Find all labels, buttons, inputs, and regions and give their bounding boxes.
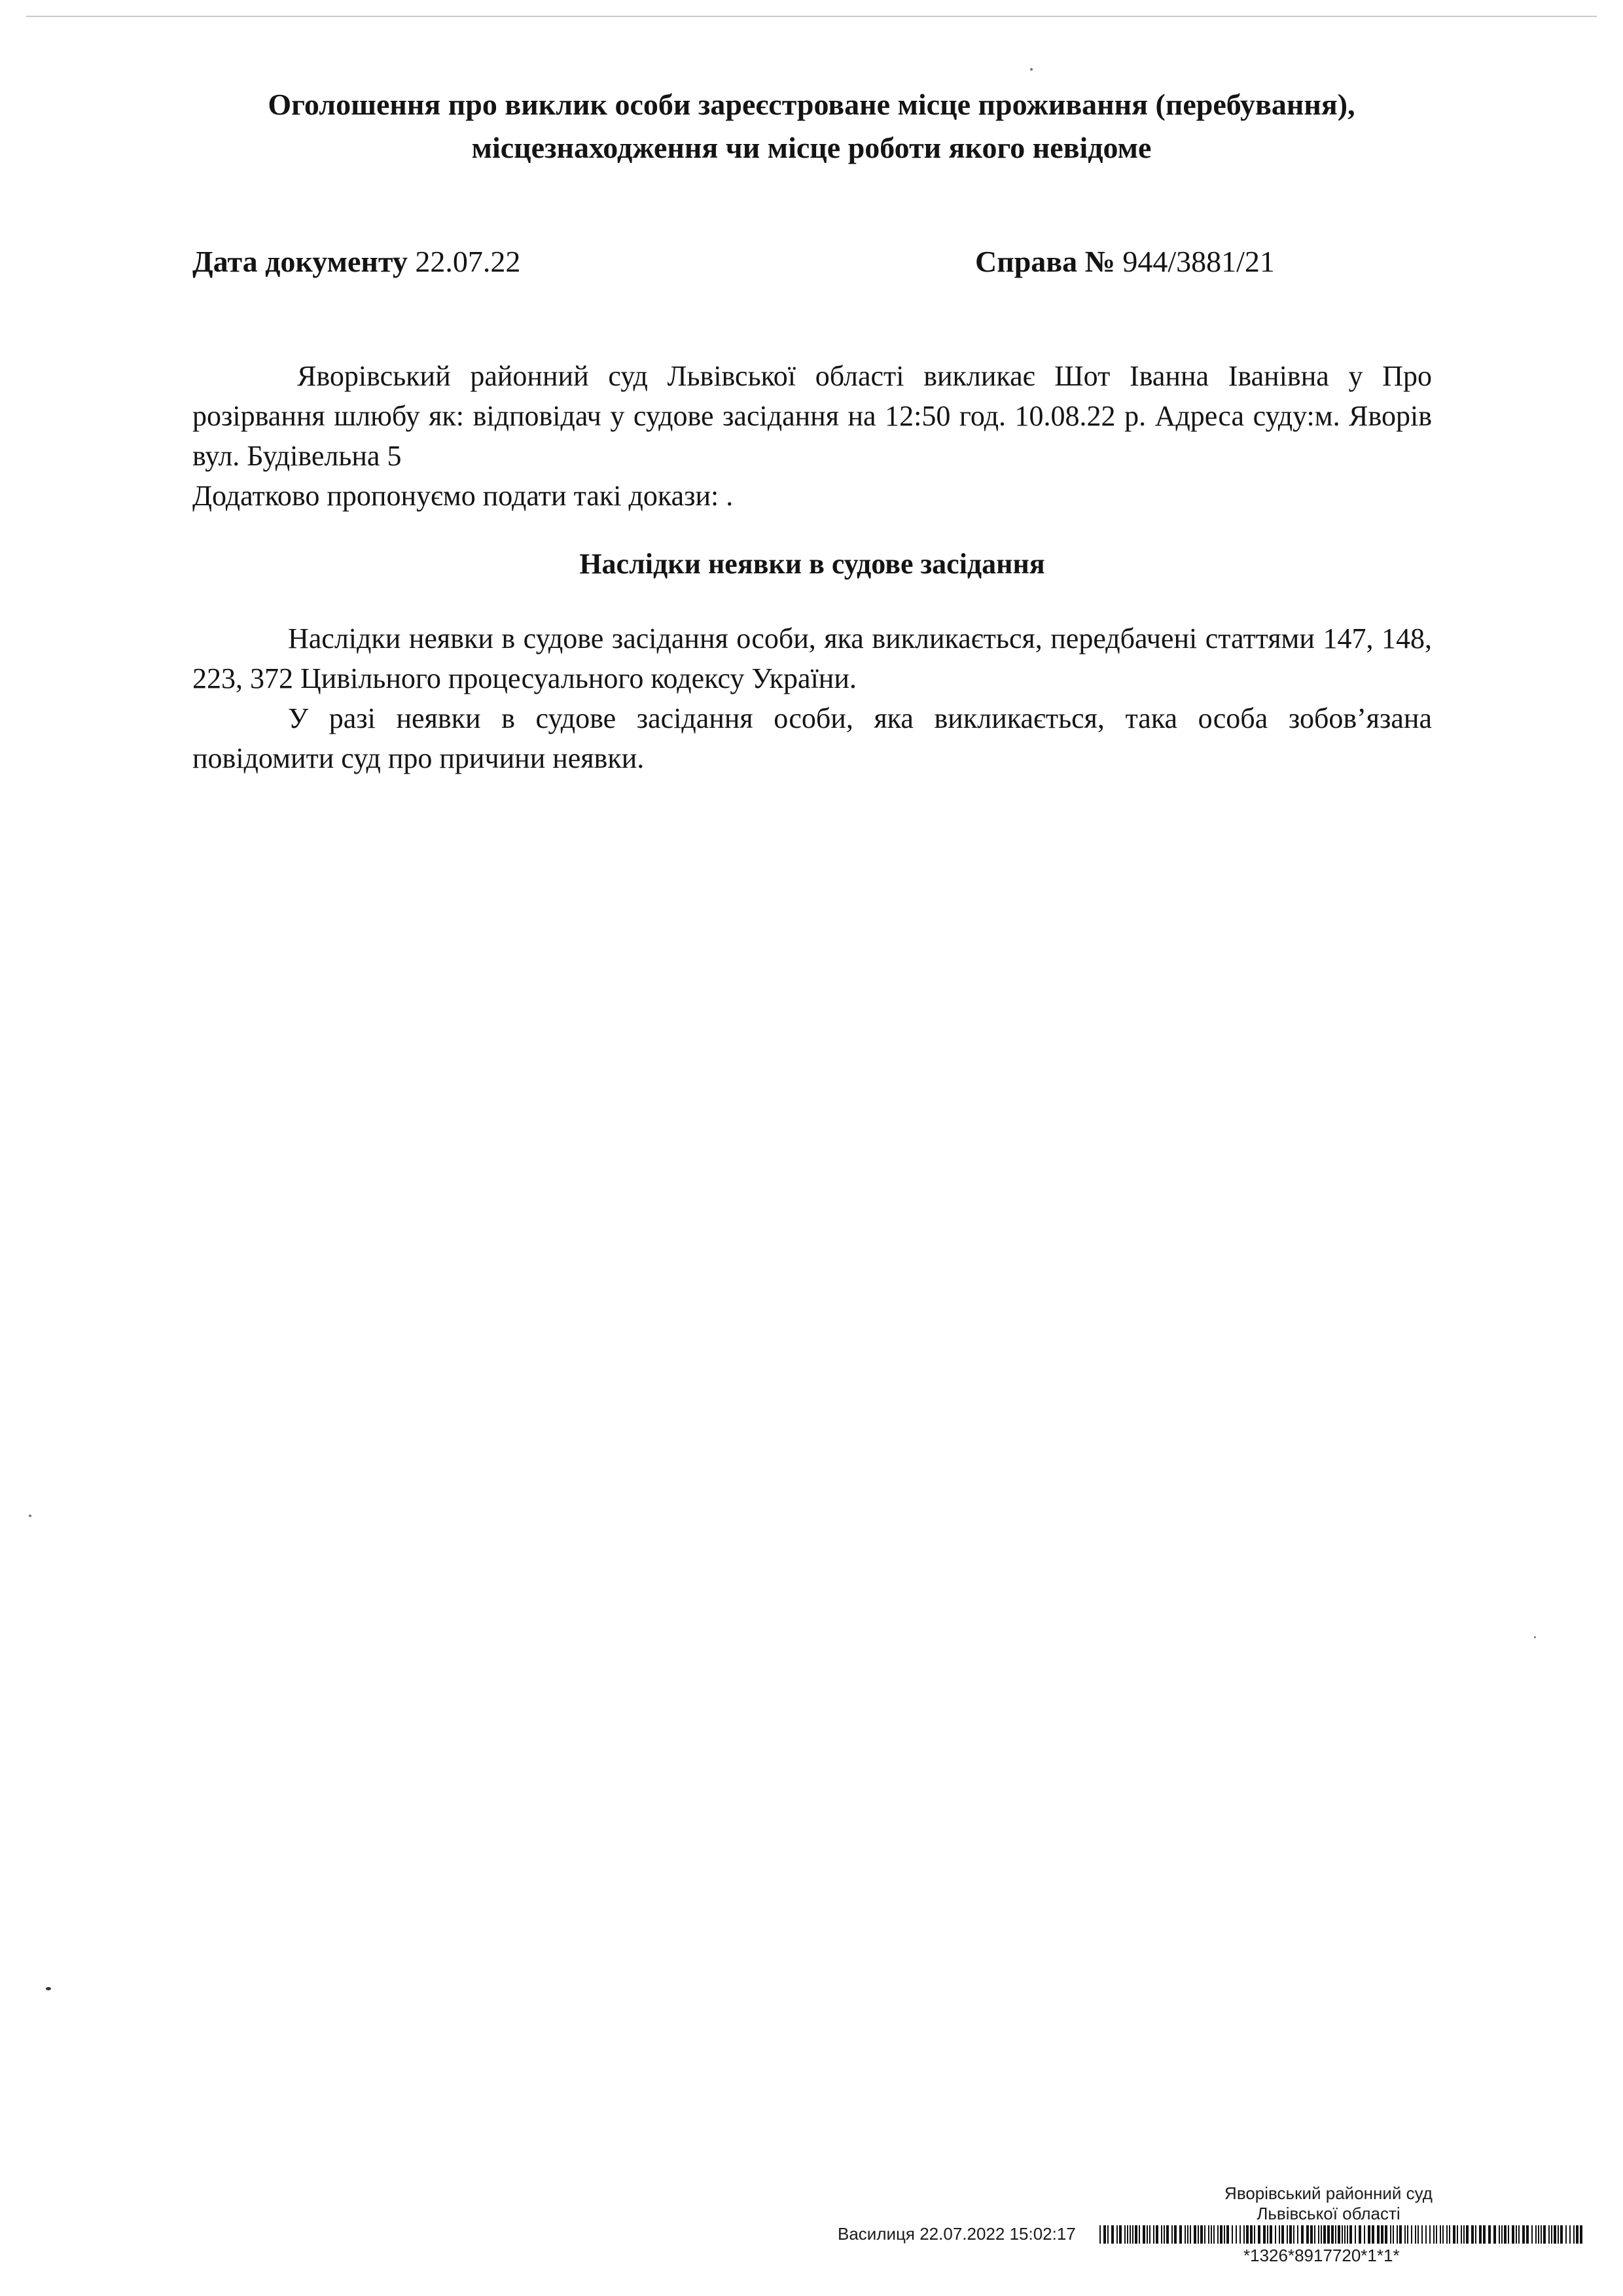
barcode-bar (1211, 2225, 1212, 2244)
barcode-bar (1116, 2225, 1118, 2244)
barcode-bar (1565, 2225, 1567, 2244)
barcode-bar (1344, 2225, 1346, 2244)
barcode-bar (1548, 2225, 1550, 2244)
barcode-bar (1569, 2225, 1571, 2244)
barcode-bar (1279, 2225, 1280, 2244)
barcode-bar (1164, 2225, 1165, 2244)
scan-speck (46, 1987, 51, 1990)
scan-speck (1534, 1636, 1536, 1638)
barcode-bar (1425, 2225, 1427, 2244)
barcode-bar (1355, 2225, 1356, 2244)
barcode-bar (1535, 2225, 1537, 2244)
barcode-bar (1390, 2225, 1391, 2244)
case-number-label: Справа № (975, 245, 1115, 278)
barcode-bar (1270, 2225, 1272, 2244)
barcode-bar (1119, 2225, 1122, 2244)
barcode-bar (1250, 2225, 1253, 2244)
obligation-paragraph (192, 698, 1432, 778)
barcode-bar (1385, 2225, 1387, 2244)
barcode-bar (1246, 2225, 1249, 2244)
barcode-bar (1258, 2225, 1260, 2244)
barcode-bar (1127, 2225, 1128, 2244)
barcode-bar (1190, 2225, 1191, 2244)
barcode-bar (1512, 2225, 1514, 2244)
barcode-bar (1135, 2225, 1137, 2244)
barcode-bar (1411, 2225, 1412, 2244)
barcode-bar (1156, 2225, 1158, 2244)
barcode-bar (1404, 2225, 1406, 2244)
title-line-2: місцезнаходження чи місце роботи якого невідоме (471, 131, 1152, 164)
barcode-bar (1442, 2225, 1444, 2244)
barcode-bar (1543, 2225, 1546, 2244)
barcode-caption: *1326*8917720*1*1* (1243, 2246, 1400, 2265)
barcode-bar (1107, 2225, 1109, 2244)
barcode-bar (1174, 2225, 1177, 2244)
barcode-bar (1323, 2225, 1326, 2244)
obligation-text: У разі неявки в судове засідання особи, яка викликається, така особа зобов’язана повідомити суд про причини неявки. (192, 702, 1432, 774)
barcode-bar (1453, 2225, 1455, 2244)
barcode-bar (1463, 2225, 1465, 2244)
barcode-bar (1538, 2225, 1539, 2244)
barcode-bar (1338, 2225, 1340, 2244)
barcode-bar (1368, 2225, 1370, 2244)
barcode-bar (1103, 2225, 1106, 2244)
barcode-bar (1446, 2225, 1448, 2244)
barcode-bar (1461, 2225, 1462, 2244)
document-date (192, 243, 520, 280)
barcode-bar (1213, 2225, 1215, 2244)
barcode-bar (1224, 2225, 1225, 2244)
scan-speck (29, 1515, 31, 1517)
barcode-bar (1187, 2225, 1188, 2244)
barcode-bar (1331, 2225, 1334, 2244)
barcode-bar (1194, 2225, 1196, 2244)
barcode-bar (1573, 2225, 1575, 2244)
barcode-bar (1415, 2225, 1416, 2244)
barcode-bar (1254, 2225, 1255, 2244)
barcode-bar (1236, 2225, 1237, 2244)
barcode-bar (1139, 2225, 1140, 2244)
case-number (975, 243, 1275, 280)
consequences-paragraph (192, 619, 1432, 698)
barcode-bar (1483, 2225, 1486, 2244)
barcode-bar (1321, 2225, 1322, 2244)
barcode-bar (1166, 2225, 1169, 2244)
barcode-bar (1493, 2225, 1496, 2244)
barcode-bar (1281, 2225, 1284, 2244)
barcode-bar (1132, 2225, 1133, 2244)
barcode-bar (1263, 2225, 1266, 2244)
barcode-bar (1479, 2225, 1482, 2244)
barcode-bar (1436, 2225, 1437, 2244)
barcode-bar (1232, 2225, 1233, 2244)
barcode-bar (1501, 2225, 1503, 2244)
barcode-bar (1457, 2225, 1458, 2244)
case-number-value: 944/3881/21 (1122, 245, 1275, 278)
barcode-bar (1217, 2225, 1219, 2244)
barcode-bar (1488, 2225, 1491, 2244)
barcode-bar (1297, 2225, 1298, 2244)
summons-paragraph (192, 356, 1432, 476)
barcode-bar (1314, 2225, 1315, 2244)
barcode-bar (1433, 2225, 1435, 2244)
barcode-bar (1418, 2225, 1419, 2244)
barcode-bar (1185, 2225, 1186, 2244)
barcode-bar (1293, 2225, 1294, 2244)
barcode-bar (1518, 2225, 1520, 2244)
barcode-bar (1243, 2225, 1245, 2244)
summons-text: Яворівський районний суд Львівської області викликає Шот Іванна Іванівна у Про розірвання шлюбу як: відповідач у судове засідання на 12:50 год. 10.08.22 р. Адреса суду:м. Яворів вул. Будівельна 5 (192, 360, 1432, 472)
document-title (196, 84, 1427, 169)
evidence-paragraph (192, 476, 1432, 516)
footer-court-name (1132, 2183, 1525, 2224)
barcode-bar (1099, 2225, 1101, 2244)
barcode-bar (1161, 2225, 1162, 2244)
barcode-bar (1407, 2225, 1408, 2244)
barcode-bar (1499, 2225, 1500, 2244)
barcode-bar (1267, 2225, 1268, 2244)
barcode-bar (1147, 2225, 1148, 2244)
barcode-bar (1504, 2225, 1507, 2244)
title-line-1: Оголошення про виклик особи зареєстроване місце проживання (перебування), (268, 88, 1355, 121)
barcode-bar (1372, 2225, 1374, 2244)
barcode-bar (1171, 2225, 1173, 2244)
barcode-bar (1508, 2225, 1509, 2244)
barcode-bar (1318, 2225, 1319, 2244)
scan-speck (1030, 68, 1033, 71)
evidence-text: Додатково пропонуємо подати такі докази: . (192, 480, 734, 512)
barcode-bar (1359, 2225, 1361, 2244)
barcode-bar (1475, 2225, 1476, 2244)
barcode-bar (1381, 2225, 1383, 2244)
barcode-bar (1310, 2225, 1313, 2244)
barcode-bar (1208, 2225, 1209, 2244)
footer-court-line-2: Львівської області (1257, 2204, 1400, 2223)
barcode-bar (1301, 2225, 1304, 2244)
barcode-bar (1204, 2225, 1205, 2244)
barcode-bar (1397, 2225, 1398, 2244)
barcode-bar (1275, 2225, 1276, 2244)
consequences-heading: Наслідки неявки в судове засідання (579, 548, 1045, 580)
barcode-bar (1240, 2225, 1241, 2244)
barcode-bar (1440, 2225, 1441, 2244)
barcode-bar (1531, 2225, 1533, 2244)
footer-court-line-1: Яворівський районний суд (1224, 2183, 1433, 2203)
barcode-bar (1429, 2225, 1431, 2244)
barcode-bar (1526, 2225, 1529, 2244)
barcode-bar (1449, 2225, 1450, 2244)
barcode-bar (1522, 2225, 1525, 2244)
barcode-bar (1335, 2225, 1336, 2244)
barcode-bar (1516, 2225, 1517, 2244)
barcode-bar (1327, 2225, 1330, 2244)
document-date-label: Дата документу (192, 245, 408, 278)
barcode-bar (1220, 2225, 1222, 2244)
barcode-bar (1130, 2225, 1131, 2244)
document-barcode (1099, 2225, 1584, 2244)
barcode-bar (1111, 2225, 1114, 2244)
barcode-bar (1306, 2225, 1309, 2244)
barcode-bar (1364, 2225, 1365, 2244)
consequences-text: Наслідки неявки в судове засідання особи, яка викликається, передбачені статтями 147, 148, 223, 372 Цивільного процесуального кодексу України. (192, 622, 1432, 694)
barcode-bar (1124, 2225, 1126, 2244)
barcode-bar (1560, 2225, 1563, 2244)
barcode-bar (1377, 2225, 1380, 2244)
barcode-bar (1551, 2225, 1552, 2244)
scan-top-edge (26, 16, 1597, 17)
barcode-bar (1349, 2225, 1352, 2244)
barcode-bar (1289, 2225, 1292, 2244)
barcode-bar (1554, 2225, 1556, 2244)
barcode-bar (1580, 2225, 1582, 2244)
barcode-bar (1198, 2225, 1199, 2244)
barcode-bar (1471, 2225, 1474, 2244)
barcode-bar (1153, 2225, 1154, 2244)
barcode-bar (1143, 2225, 1145, 2244)
barcode-bar (1342, 2225, 1343, 2244)
barcode-bar (1200, 2225, 1203, 2244)
barcode-bar (1393, 2225, 1394, 2244)
barcode-bar (1347, 2225, 1348, 2244)
barcode-bar (1576, 2225, 1578, 2244)
barcode-bar (1541, 2225, 1542, 2244)
barcode-bar (1558, 2225, 1559, 2244)
barcode-bar (1226, 2225, 1229, 2244)
barcode-bar (1466, 2225, 1469, 2244)
barcode-bar (1149, 2225, 1150, 2244)
barcode-bar (1421, 2225, 1423, 2244)
document-date-value: 22.07.22 (415, 245, 521, 278)
barcode-bar (1399, 2225, 1402, 2244)
footer-timestamp: Василиця 22.07.2022 15:02:17 (838, 2224, 1076, 2244)
barcode-bar (1287, 2225, 1288, 2244)
barcode-bar (1179, 2225, 1182, 2244)
